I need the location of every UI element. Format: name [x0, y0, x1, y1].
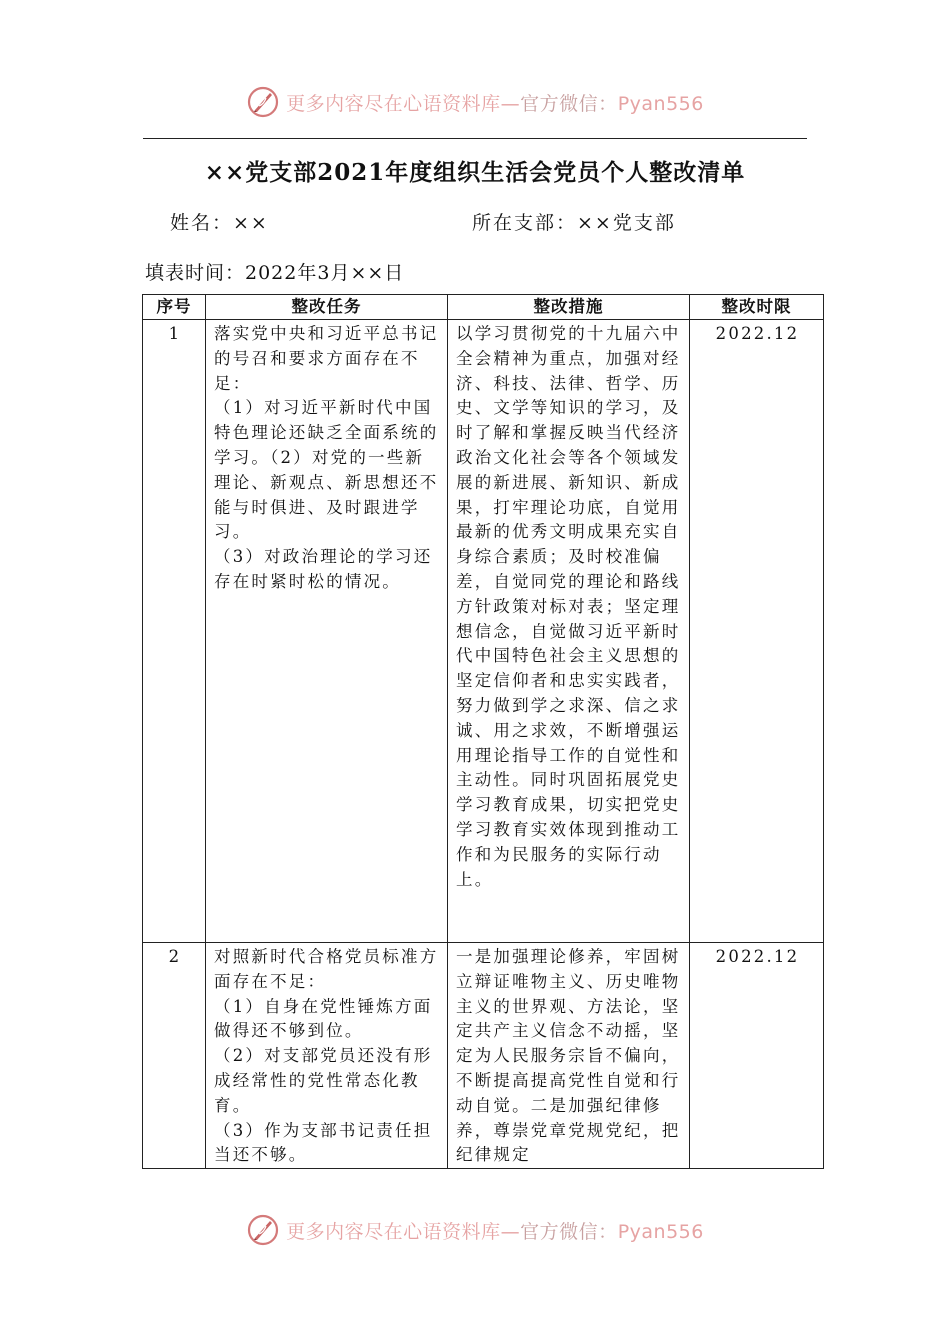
task-line: （3）作为支部书记责任担当还不够。: [214, 1120, 433, 1165]
row-deadline: 2022.12: [690, 943, 824, 1169]
task-line: 落实党中央和习近平总书记的号召和要求方面存在不足：: [214, 324, 439, 393]
task-line: （3）对政治理论的学习还存在时紧时松的情况。: [214, 547, 433, 591]
watermark-text: 更多内容尽在心语资料库—官方微信：Pyan556: [286, 1220, 704, 1243]
table-row: [143, 943, 824, 1169]
row-deadline: 2022.12: [690, 320, 824, 943]
quill-logo-icon: [246, 1213, 280, 1247]
watermark-bottom: [0, 1210, 950, 1250]
row-measure: 以学习贯彻党的十九届六中全会精神为重点，加强对经济、科技、法律、哲学、历史、文学等知识的学习，及时了解和掌握反映当代经济政治文化社会等各个领域发展的新进展、新知识、新成果，打牢理论功底，自觉用最新的优秀文明成果充实自身综合素质；及时校准偏差，自觉同党的理论和路线方针政策对标对表；坚定理想信念，自觉做习近平新时代中国特色社会主义思想的坚定信仰者和忠实实践者，努力做到学之求深、信之求诚、用之求效，不断增强运用理论指导工作的自觉性和主动性。同时巩固拓展党史学习教育成果，切实把党史学习教育实效体现到推动工作和为民服务的实际行动上。: [448, 320, 690, 943]
header-task: 整改任务: [206, 295, 448, 320]
task-line: （1）对习近平新时代中国特色理论还缺乏全面系统的学习。（2）对党的一些新理论、新观点、新思想还不能与时俱进、及时跟进学习。: [214, 398, 439, 542]
quill-logo-icon: [246, 85, 280, 119]
header-deadline: 整改时限: [690, 295, 824, 320]
table-header-row: [143, 295, 824, 320]
watermark-top: [0, 82, 950, 122]
row-task: [206, 943, 448, 1169]
row-measure: 一是加强理论修养，牢固树立辩证唯物主义、历史唯物主义的世界观、方法论，坚定共产主义信念不动摇，坚定为人民服务宗旨不偏向，不断提高提高党性自觉和行动自觉。二是加强纪律修养，尊崇党章党规党纪，把纪律规定: [448, 943, 690, 1169]
row-no: 2: [143, 943, 206, 1169]
header-measure: 整改措施: [448, 295, 690, 320]
row-no: 1: [143, 320, 206, 943]
header-no: 序号: [143, 295, 206, 320]
task-line: （1）自身在党性锤炼方面做得还不够到位。: [214, 996, 433, 1041]
table-row: [143, 320, 824, 943]
rectification-table: [142, 294, 824, 1169]
date-field: 填表时间：2022年3月××日: [145, 262, 405, 284]
task-line: （2）对支部党员还没有形成经常性的党性常态化教育。: [214, 1046, 433, 1115]
task-line: 对照新时代合格党员标准方面存在不足：: [214, 947, 439, 991]
branch-field: 所在支部：××党支部: [472, 212, 676, 234]
name-field: 姓名：××: [170, 212, 269, 234]
header-divider: [143, 138, 807, 139]
document-title: ××党支部2021年度组织生活会党员个人整改清单: [204, 159, 746, 186]
watermark-text: 更多内容尽在心语资料库—官方微信：Pyan556: [286, 92, 704, 115]
row-task: [206, 320, 448, 943]
